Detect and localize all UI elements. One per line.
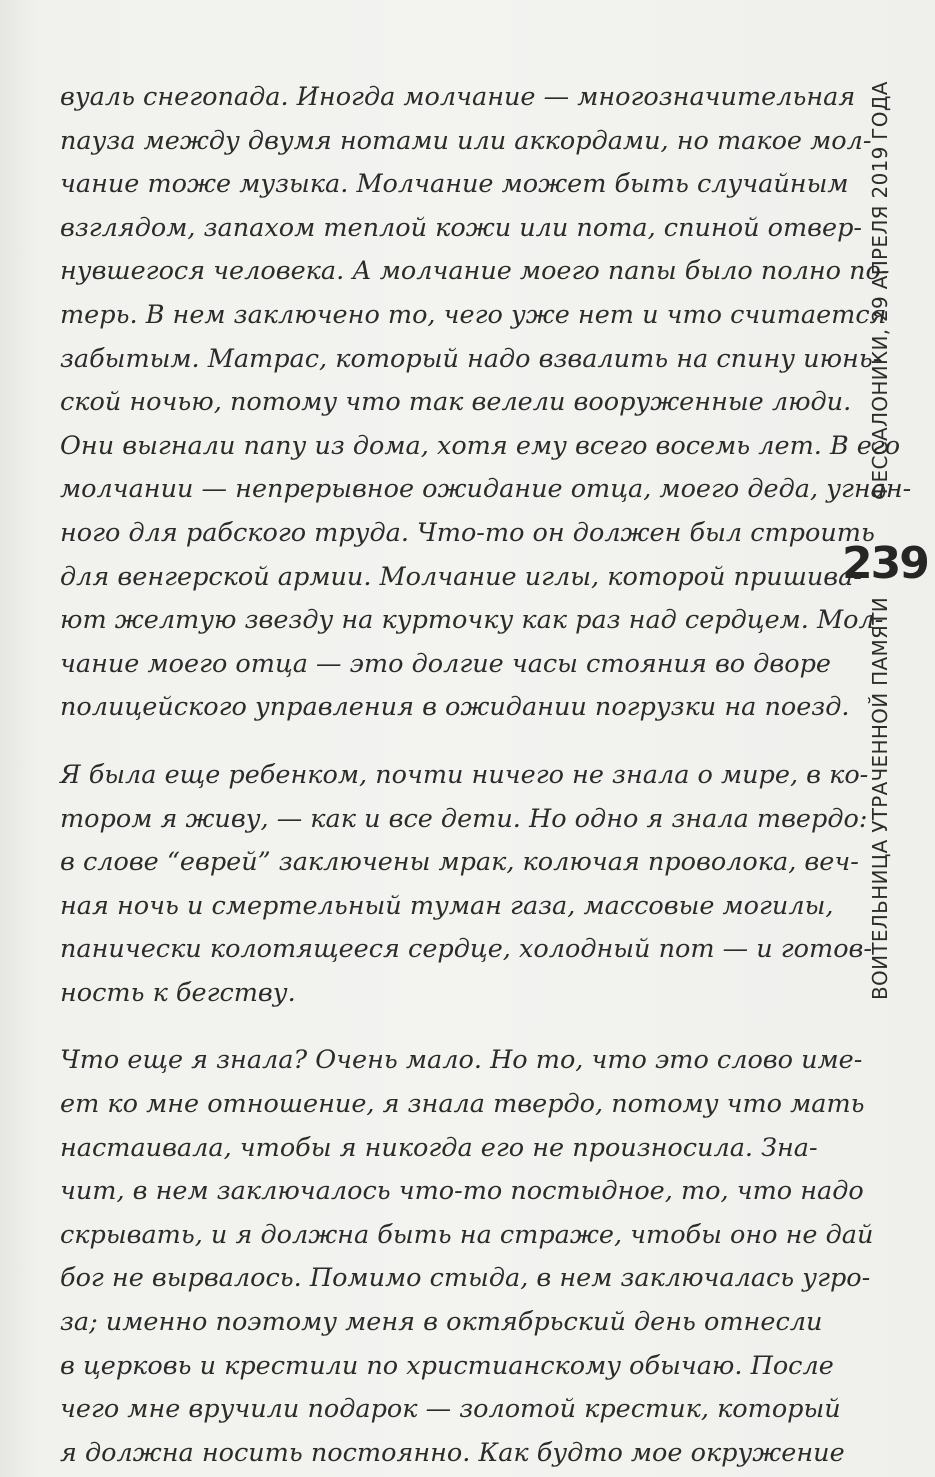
text-line: в церковь и крестили по христианскому обычаю. После [60, 1350, 834, 1381]
text-line: чего мне вручили подарок — золотой крестик, который [60, 1394, 841, 1425]
text-line: ет ко мне отношение, я знала твердо, потому что мать [60, 1089, 865, 1120]
text-line: ют желтую звезду на курточку как раз над сердцем. Мол- [60, 605, 884, 636]
text-line: бог не вырвалось. Помимо стыда, в нем заключалась угро- [60, 1263, 871, 1294]
text-line: я должна носить постоянно. Как будто мое окружение [60, 1437, 845, 1468]
text-line: Я была еще ребенком, почти ничего не знала о мире, в ко- [60, 759, 869, 790]
running-head-chapter: ФЕССАЛОНИКИ, 29 АПРЕЛЯ 2019 ГОДА [868, 81, 892, 500]
text-line: ного для рабского труда. Что-то он должен был строить [60, 517, 875, 548]
text-line: для венгерской армии. Молчание иглы, которой пришива- [60, 561, 862, 592]
text-line: настаивала, чтобы я никогда его не произносила. Зна- [60, 1132, 818, 1163]
text-line: забытым. Матрас, который надо взвалить на спину июнь- [60, 343, 882, 374]
text-line: взглядом, запахом теплой кожи или пота, спиной отвер- [60, 212, 863, 243]
text-line: ная ночь и смертельный туман газа, массовые могилы, [60, 890, 834, 921]
running-head-book-title: ВОИТЕЛЬНИЦА УТРАЧЕННОЙ ПАМЯТИ [868, 597, 892, 1000]
text-line: тором я живу, — как и все дети. Но одно я знала твердо: [60, 803, 868, 834]
text-line: Что еще я знала? Очень мало. Но то, что это слово име- [60, 1045, 863, 1076]
text-line: молчании — непрерывное ожидание отца, моего деда, угнан- [60, 474, 912, 505]
text-line: ность к бегству. [60, 977, 296, 1008]
paragraph-3 [60, 1039, 874, 1475]
text-line: Они выгнали папу из дома, хотя ему всего восемь лет. В его [60, 430, 901, 461]
text-line: вуаль снегопада. Иногда молчание — многозначительная [60, 82, 856, 112]
text-line: за; именно поэтому меня в октябрьский день отнесли [60, 1307, 823, 1338]
text-line: полицейского управления в ожидании погрузки на поезд. [60, 692, 850, 723]
text-line: терь. В нем заключено то, чего уже нет и что считается [60, 299, 887, 330]
text-line: панически колотящееся сердце, холодный пот — и готов- [60, 934, 873, 965]
text-line: в слове “еврей” заключены мрак, колючая проволока, веч- [60, 847, 859, 878]
text-line: пауза между двумя нотами или аккордами, но такое мол- [60, 125, 872, 156]
text-line: скрывать, и я должна быть на страже, чтобы оно не дай [60, 1219, 874, 1250]
page-number: 239 [842, 538, 928, 589]
paragraph-2 [60, 754, 873, 1016]
text-line: нувшегося человека. А молчание моего папы было полно по- [60, 256, 890, 287]
text-line: чание тоже музыка. Молчание может быть случайным [60, 169, 849, 200]
text-line: ской ночью, потому что так велели вооруженные люди. [60, 387, 852, 418]
text-line: чит, в нем заключалось что-то постыдное, то, что надо [60, 1176, 864, 1207]
text-line: чание моего отца — это долгие часы стояния во дворе [60, 648, 832, 679]
